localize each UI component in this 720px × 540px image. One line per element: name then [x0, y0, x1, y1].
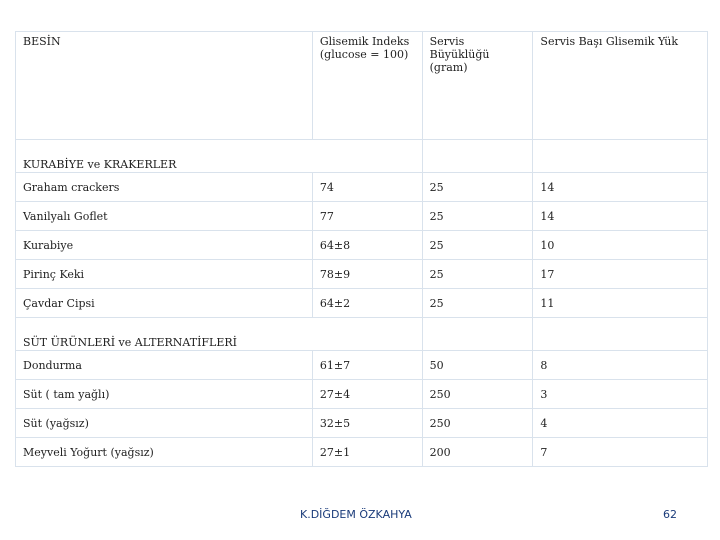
serving-size: 250 [422, 380, 533, 409]
empty-cell [533, 318, 708, 351]
glycemic-index: 78±9 [312, 260, 422, 289]
glycemic-load: 17 [533, 260, 708, 289]
page-number: 62 [663, 508, 677, 521]
table-row [16, 260, 708, 289]
header-food: BESİN [16, 32, 313, 140]
food-name: Süt ( tam yağlı) [16, 380, 313, 409]
glycemic-index: 64±8 [312, 231, 422, 260]
header-glycemic-load: Servis Başı Glisemik Yük [533, 32, 708, 140]
table-row [16, 173, 708, 202]
footer-author: K.DİĞDEM ÖZKAHYA [300, 508, 412, 521]
glycemic-load: 11 [533, 289, 708, 318]
serving-size: 25 [422, 231, 533, 260]
header-glycemic-index: Glisemik Indeks (glucose = 100) [312, 32, 422, 140]
section-title: KURABİYE ve KRAKERLER [16, 140, 313, 173]
serving-size: 25 [422, 202, 533, 231]
table-row [16, 202, 708, 231]
empty-cell [312, 140, 422, 173]
section-title: SÜT ÜRÜNLERİ ve ALTERNATİFLERİ [16, 318, 313, 351]
table-row [16, 231, 708, 260]
glycemic-index: 27±4 [312, 380, 422, 409]
food-name: Kurabiye [16, 231, 313, 260]
food-name: Süt (yağsız) [16, 409, 313, 438]
food-name: Pirinç Keki [16, 260, 313, 289]
glycemic-table [15, 31, 708, 467]
empty-cell [312, 318, 422, 351]
food-name: Vanilyalı Goflet [16, 202, 313, 231]
glycemic-load: 4 [533, 409, 708, 438]
serving-size: 25 [422, 173, 533, 202]
glycemic-index: 74 [312, 173, 422, 202]
glycemic-load: 14 [533, 173, 708, 202]
serving-size: 200 [422, 438, 533, 467]
glycemic-index: 77 [312, 202, 422, 231]
table-row [16, 351, 708, 380]
empty-cell [533, 140, 708, 173]
glycemic-load: 7 [533, 438, 708, 467]
glycemic-load: 3 [533, 380, 708, 409]
food-name: Çavdar Cipsi [16, 289, 313, 318]
serving-size: 50 [422, 351, 533, 380]
serving-size: 25 [422, 260, 533, 289]
section-row [16, 318, 708, 351]
glycemic-index: 32±5 [312, 409, 422, 438]
empty-cell [422, 140, 533, 173]
table-row [16, 438, 708, 467]
table-row [16, 380, 708, 409]
table-row [16, 409, 708, 438]
header-serving-size: Servis Büyüklüğü (gram) [422, 32, 533, 140]
glycemic-load: 14 [533, 202, 708, 231]
food-name: Graham crackers [16, 173, 313, 202]
food-name: Meyveli Yoğurt (yağsız) [16, 438, 313, 467]
glycemic-index: 27±1 [312, 438, 422, 467]
glycemic-load: 10 [533, 231, 708, 260]
empty-cell [422, 318, 533, 351]
serving-size: 250 [422, 409, 533, 438]
section-row [16, 140, 708, 173]
food-name: Dondurma [16, 351, 313, 380]
serving-size: 25 [422, 289, 533, 318]
glycemic-index: 61±7 [312, 351, 422, 380]
table-header-row [16, 32, 708, 140]
glycemic-index: 64±2 [312, 289, 422, 318]
table-row [16, 289, 708, 318]
glycemic-load: 8 [533, 351, 708, 380]
